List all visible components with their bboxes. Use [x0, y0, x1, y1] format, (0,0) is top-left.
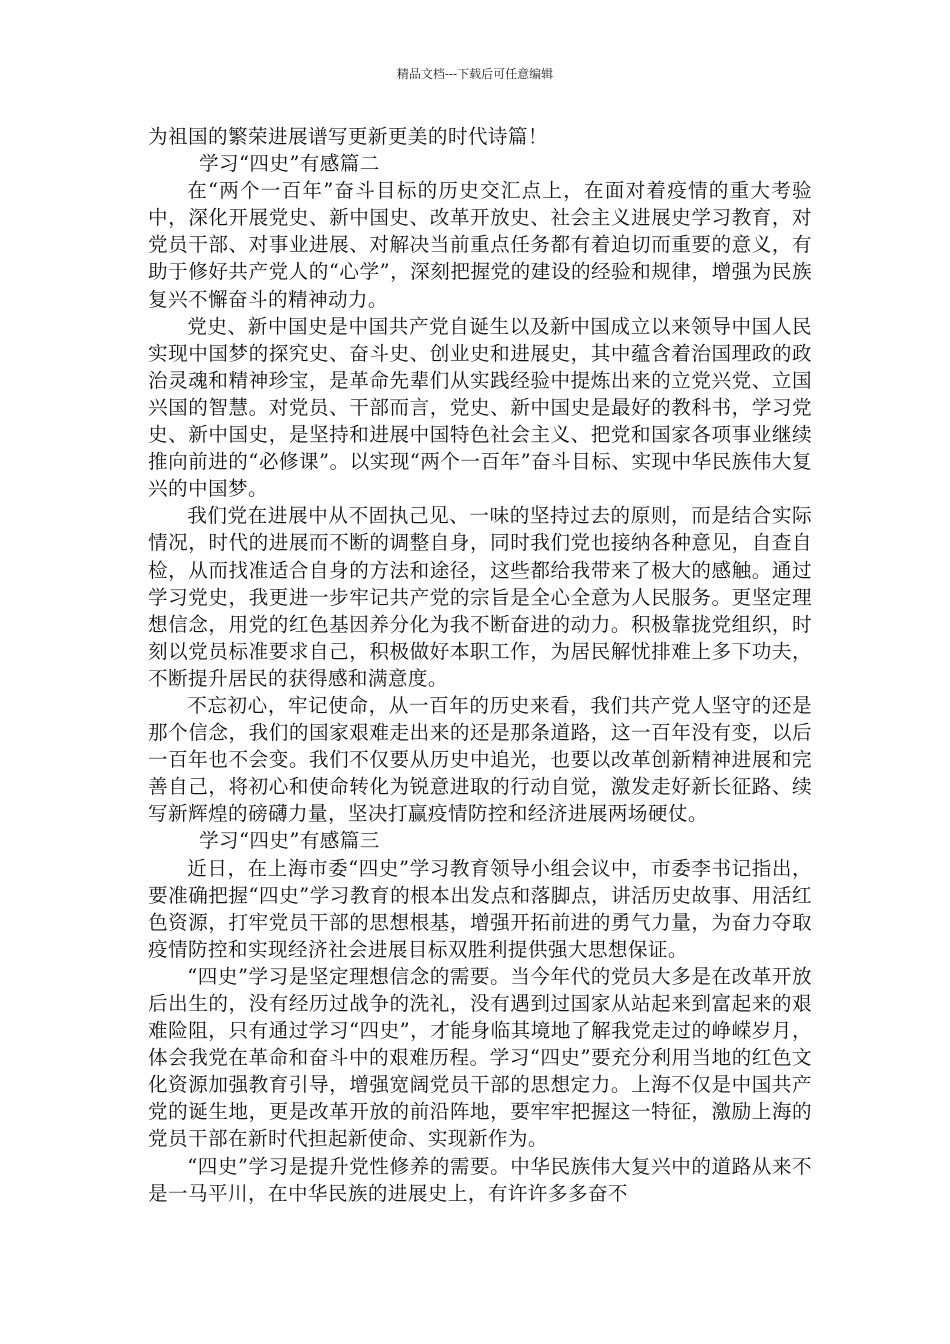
- paragraph: 在“两个一百年”奋斗目标的历史交汇点上，在面对着疫情的重大考验中，深化开展党史、新中国史、改革开放史、社会主义进展史学习教育，对党员干部、对事业进展、对解决当前重点任务都有着迫切而重要的意义，有助于修好共产党人的“心学”，深刻把握党的建设的经验和规律，增强为民族复兴不懈奋斗的精神动力。: [148, 179, 812, 311]
- paragraph: “四史”学习是提升党性修养的需要。中华民族伟大复兴中的道路从来不是一马平川，在中华民族的进展史上，有许许多多奋不: [148, 1154, 812, 1205]
- paragraph: 不忘初心，牢记使命，从一百年的历史来看，我们共产党人坚守的还是那个信念，我们的国家艰难走出来的还是那条道路，这一百年没有变，以后一百年也不会变。我们不仅要从历史中追光，也要以改革创新精神进展和完善自己，将初心和使命转化为锐意进取的行动自觉，激发走好新长征路、续写新辉煌的磅礴力量，坚决打赢疫情防控和经济进展两场硬仗。: [148, 693, 812, 826]
- paragraph: 我们党在进展中从不固执己见、一味的坚持过去的原则，而是结合实际情况，时代的进展而不断的调整自身，同时我们党也接纳各种意见，自查自检，从而找准适合自身的方法和途径，这些都给我带来了极大的感触。通过学习党史，我更进一步牢记共产党的宗旨是全心全意为人民服务。更坚定理想信念，用党的红色基因养分化为我不断奋进的动力。积极靠拢党组织，时刻以党员标准要求自己，积极做好本职工作，为居民解忧排难上多下功夫，不断提升居民的获得感和满意度。: [148, 504, 812, 690]
- page-header: 精品文档---下载后可任意编辑: [396, 67, 554, 81]
- paragraph-continuation: 为祖国的繁荣进展谱写更新更美的时代诗篇！: [148, 125, 548, 148]
- section-heading-part-two: 学习“四史”有感篇二: [198, 152, 380, 176]
- paragraph: 党史、新中国史是中国共产党自诞生以及新中国成立以来领导中国人民实现中国梦的探究史、奋斗史、创业史和进展史，其中蕴含着治国理政的政治灵魂和精神珍宝，是革命先辈们从实践经验中提炼出来的立党兴党、立国兴国的智慧。对党员、干部而言，党史、新中国史是最好的教科书，学习党史、新中国史，是坚持和进展中国特色社会主义、把党和国家各项事业继续推向前进的“必修课”。以实现“两个一百年”奋斗目标、实现中华民族伟大复兴的中国梦。: [148, 314, 812, 501]
- paragraph: “四史”学习是坚定理想信念的需要。当今年代的党员大多是在改革开放后出生的，没有经历过战争的洗礼，没有遇到过国家从站起来到富起来的艰难险阻，只有通过学习“四史”，才能身临其境地了解我党走过的峥嵘岁月，体会我党在革命和奋斗中的艰难历程。学习“四史”要充分利用当地的红色文化资源加强教育引导，增强宽阔党员干部的思想定力。上海不仅是中国共产党的诞生地，更是改革开放的前沿阵地，要牢牢把握这一特征，激励上海的党员干部在新时代担起新使命、实现新作为。: [148, 964, 812, 1151]
- paragraph: 近日，在上海市委“四史”学习教育领导小组会议中，市委李书记指出，要准确把握“四史”学习教育的根本出发点和落脚点，讲活历史故事、用活红色资源，打牢党员干部的思想根基，增强开拓前进的勇气力量，为奋力夺取疫情防控和实现经济社会进展目标双胜利提供强大思想保证。: [148, 856, 812, 961]
- document-body: [148, 123, 812, 1207]
- section-heading-part-three: 学习“四史”有感篇三: [198, 829, 380, 853]
